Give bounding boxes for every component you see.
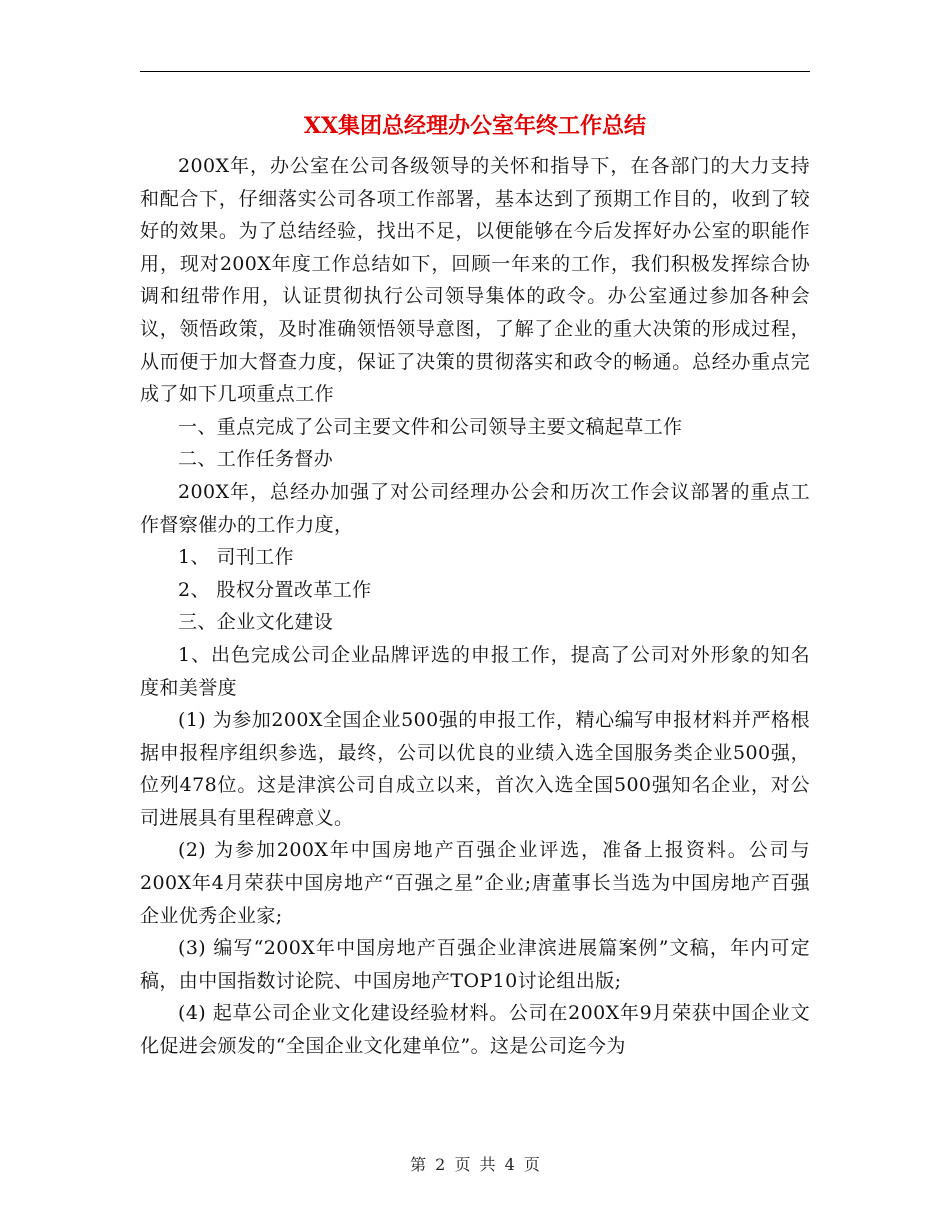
document-title: XX集团总经理办公室年终工作总结 [303,113,647,139]
document-body [140,150,810,1063]
paragraph-item-4: (4) 起草公司企业文化建设经验材料。公司在200X年9月荣获中国企业文化促进会颁发的“全国企业文化建单位”。这是公司迄今为 [140,1002,810,1058]
page-number: 第 2 页 共 4 页 [410,1155,540,1174]
list-item-journal: 1、 司刊工作 [178,546,294,569]
paragraph-brand: 1、出色完成公司企业品牌评选的申报工作，提高了公司对外形象的知名度和美誉度 [140,643,810,699]
section-heading-3: 三、企业文化建设 [178,611,334,634]
list-item-equity-reform: 2、 股权分置改革工作 [178,578,372,601]
paragraph-item-3: (3) 编写“200X年中国房地产百强企业津滨进展篇案例”文稿，年内可定稿，由中国指数讨论院、中国房地产TOP10讨论组出版; [140,937,810,992]
paragraph-item-1: (1) 为参加200X全国企业500强的申报工作，精心编写申报材料并严格根据申报程序组织参选，最终，公司以优良的业绩入选全国服务类企业500强，位列478位。这是津滨公司自成立以来，首次入选全国500强知名企业，对公司进展具有里程碑意义。 [140,709,810,829]
paragraph-intro: 200X年，办公室在公司各级领导的关怀和指导下，在各部门的大力支持和配合下，仔细落实公司各项工作部署，基本达到了预期工作目的，收到了较好的效果。为了总结经验，找出不足，以便能够在今后发挥好办公室的职能作用，现对200X年度工作总结如下，回顾一年来的工作，我们积极发挥综合协调和纽带作用，认证贯彻执行公司领导集体的政令。办公室通过参加各种会议，领悟政策，及时准确领悟领导意图，了解了企业的重大决策的形成过程，从而便于加大督查力度，保证了决策的贯彻落实和政令的畅通。总经办重点完成了如下几项重点工作 [140,155,810,406]
paragraph-item-2: (2) 为参加200X年中国房地产百强企业评选，准备上报资料。公司与200X年4月荣获中国房地产“百强之星”企业;唐董事长当选为中国房地产百强企业优秀企业家; [140,839,810,927]
header-rule [140,71,810,72]
section-heading-1: 一、重点完成了公司主要文件和公司领导主要文稿起草工作 [178,415,683,438]
section-heading-2: 二、工作任务督办 [178,448,334,471]
paragraph-supervision: 200X年，总经办加强了对公司经理办公会和历次工作会议部署的重点工作督察催办的工作力度， [140,480,810,536]
